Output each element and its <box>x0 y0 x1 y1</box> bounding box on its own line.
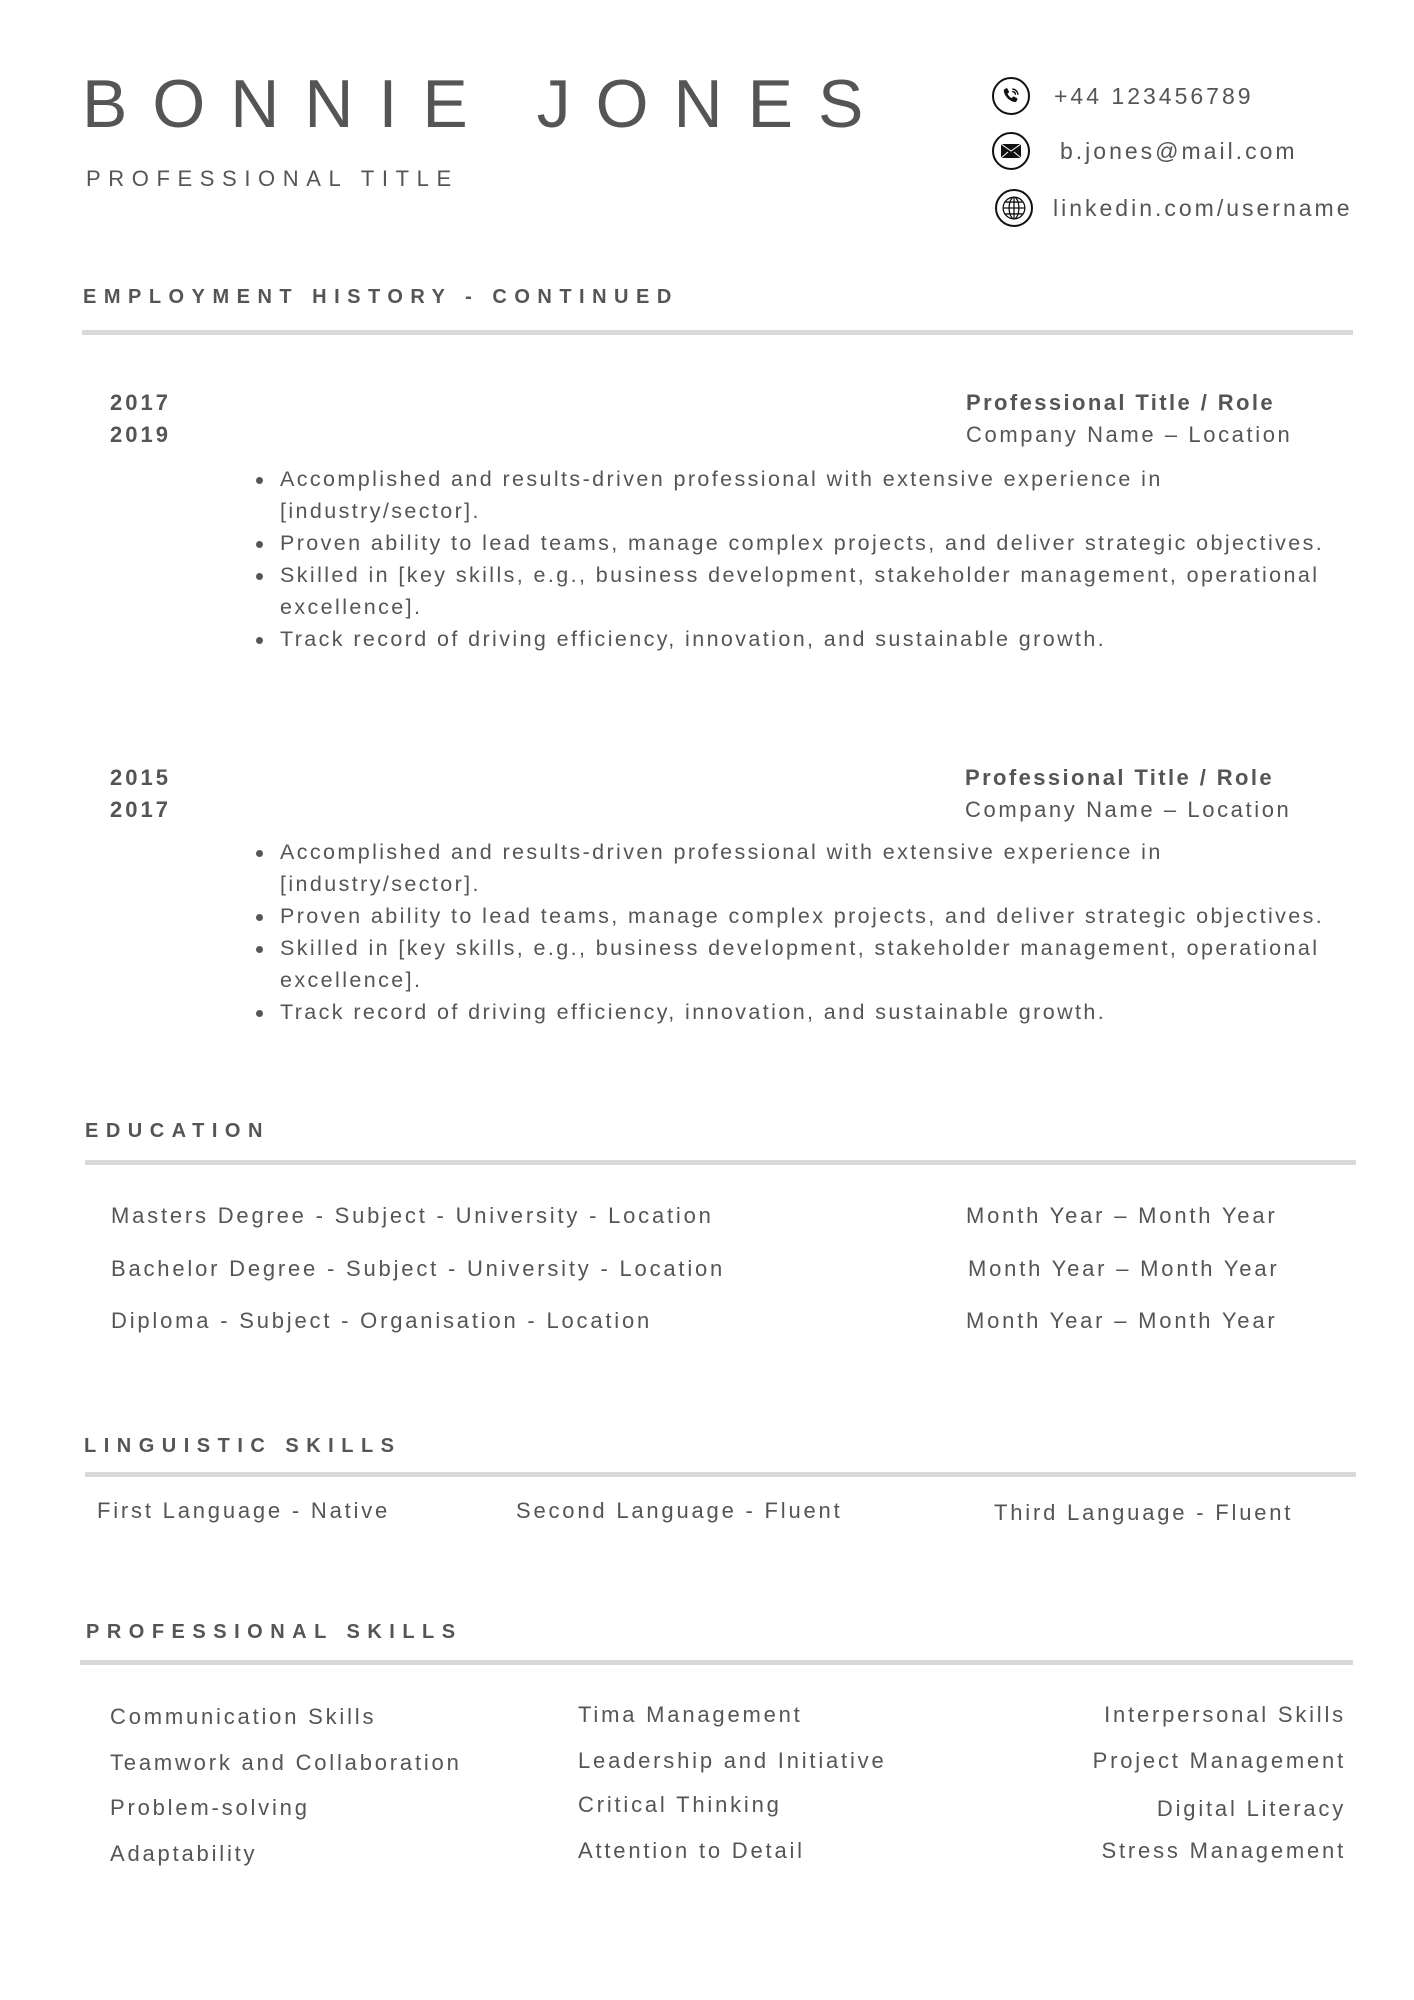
language-item: Second Language - Fluent <box>516 1498 843 1523</box>
phone-number[interactable]: +44 123456789 <box>1054 82 1254 109</box>
education-heading: EDUCATION <box>85 1120 270 1142</box>
education-dates: Month Year – Month Year <box>966 1308 1278 1333</box>
languages-divider <box>85 1472 1356 1477</box>
contact-website <box>995 186 1353 230</box>
phone-icon <box>992 77 1030 115</box>
bullet-item: Proven ability to lead teams, manage complex projects, and deliver strategic objectives. <box>252 900 1362 932</box>
skill-item: Stress Management <box>1101 1838 1346 1863</box>
job-title: Professional Title / Role <box>966 390 1275 415</box>
candidate-name: BONNIE JONES <box>82 66 889 142</box>
job-title: Professional Title / Role <box>965 765 1274 790</box>
skill-item: Tima Management <box>578 1702 803 1727</box>
skill-item: Interpersonal Skills <box>1104 1702 1346 1727</box>
languages-heading: LINGUISTIC SKILLS <box>84 1435 402 1457</box>
skill-item: Communication Skills <box>110 1704 377 1729</box>
contact-phone <box>992 74 1254 118</box>
bullet-item: Skilled in [key skills, e.g., business development, stakeholder management, operational excellence]. <box>252 559 1362 623</box>
globe-icon <box>995 189 1033 227</box>
skill-item: Problem-solving <box>110 1795 310 1820</box>
job-bullets <box>252 463 1362 655</box>
job-bullets <box>252 836 1362 1028</box>
employment-divider <box>82 330 1353 335</box>
envelope-icon <box>992 132 1030 170</box>
contact-email <box>992 129 1298 173</box>
education-degree: Bachelor Degree - Subject - University - Location <box>111 1256 726 1281</box>
job-start-year: 2015 <box>110 765 171 790</box>
language-item: Third Language - Fluent <box>994 1500 1294 1525</box>
education-divider <box>85 1160 1356 1165</box>
bullet-item: Track record of driving efficiency, innovation, and sustainable growth. <box>252 996 1362 1028</box>
website-url[interactable]: linkedin.com/username <box>1053 194 1353 221</box>
skill-item: Digital Literacy <box>1156 1796 1346 1821</box>
bullet-item: Track record of driving efficiency, innovation, and sustainable growth. <box>252 623 1362 655</box>
skill-item: Project Management <box>1092 1748 1346 1773</box>
skills-divider <box>80 1660 1353 1665</box>
skill-item: Critical Thinking <box>578 1792 782 1817</box>
education-degree: Masters Degree - Subject - University - Location <box>111 1203 714 1228</box>
skills-heading: PROFESSIONAL SKILLS <box>86 1621 463 1643</box>
education-dates: Month Year – Month Year <box>966 1203 1278 1228</box>
skill-item: Adaptability <box>110 1841 258 1866</box>
skill-item: Teamwork and Collaboration <box>110 1750 462 1775</box>
email-address[interactable]: b.jones@mail.com <box>1060 137 1298 164</box>
bullet-item: Proven ability to lead teams, manage complex projects, and deliver strategic objectives. <box>252 527 1362 559</box>
bullet-item: Accomplished and results-driven professional with extensive experience in [industry/sector]. <box>252 463 1362 527</box>
bullet-item: Skilled in [key skills, e.g., business development, stakeholder management, operational excellence]. <box>252 932 1362 996</box>
job-start-year: 2017 <box>110 390 171 415</box>
employment-heading: EMPLOYMENT HISTORY - CONTINUED <box>83 286 679 308</box>
job-end-year: 2017 <box>110 797 171 822</box>
education-degree: Diploma - Subject - Organisation - Location <box>111 1308 653 1333</box>
language-item: First Language - Native <box>97 1498 391 1523</box>
job-company: Company Name – Location <box>965 797 1292 822</box>
bullet-item: Accomplished and results-driven professional with extensive experience in [industry/sector]. <box>252 836 1362 900</box>
job-end-year: 2019 <box>110 422 171 447</box>
education-dates: Month Year – Month Year <box>968 1256 1280 1281</box>
skill-item: Leadership and Initiative <box>578 1748 887 1773</box>
skill-item: Attention to Detail <box>578 1838 805 1863</box>
professional-title: PROFESSIONAL TITLE <box>86 166 459 191</box>
job-company: Company Name – Location <box>966 422 1293 447</box>
